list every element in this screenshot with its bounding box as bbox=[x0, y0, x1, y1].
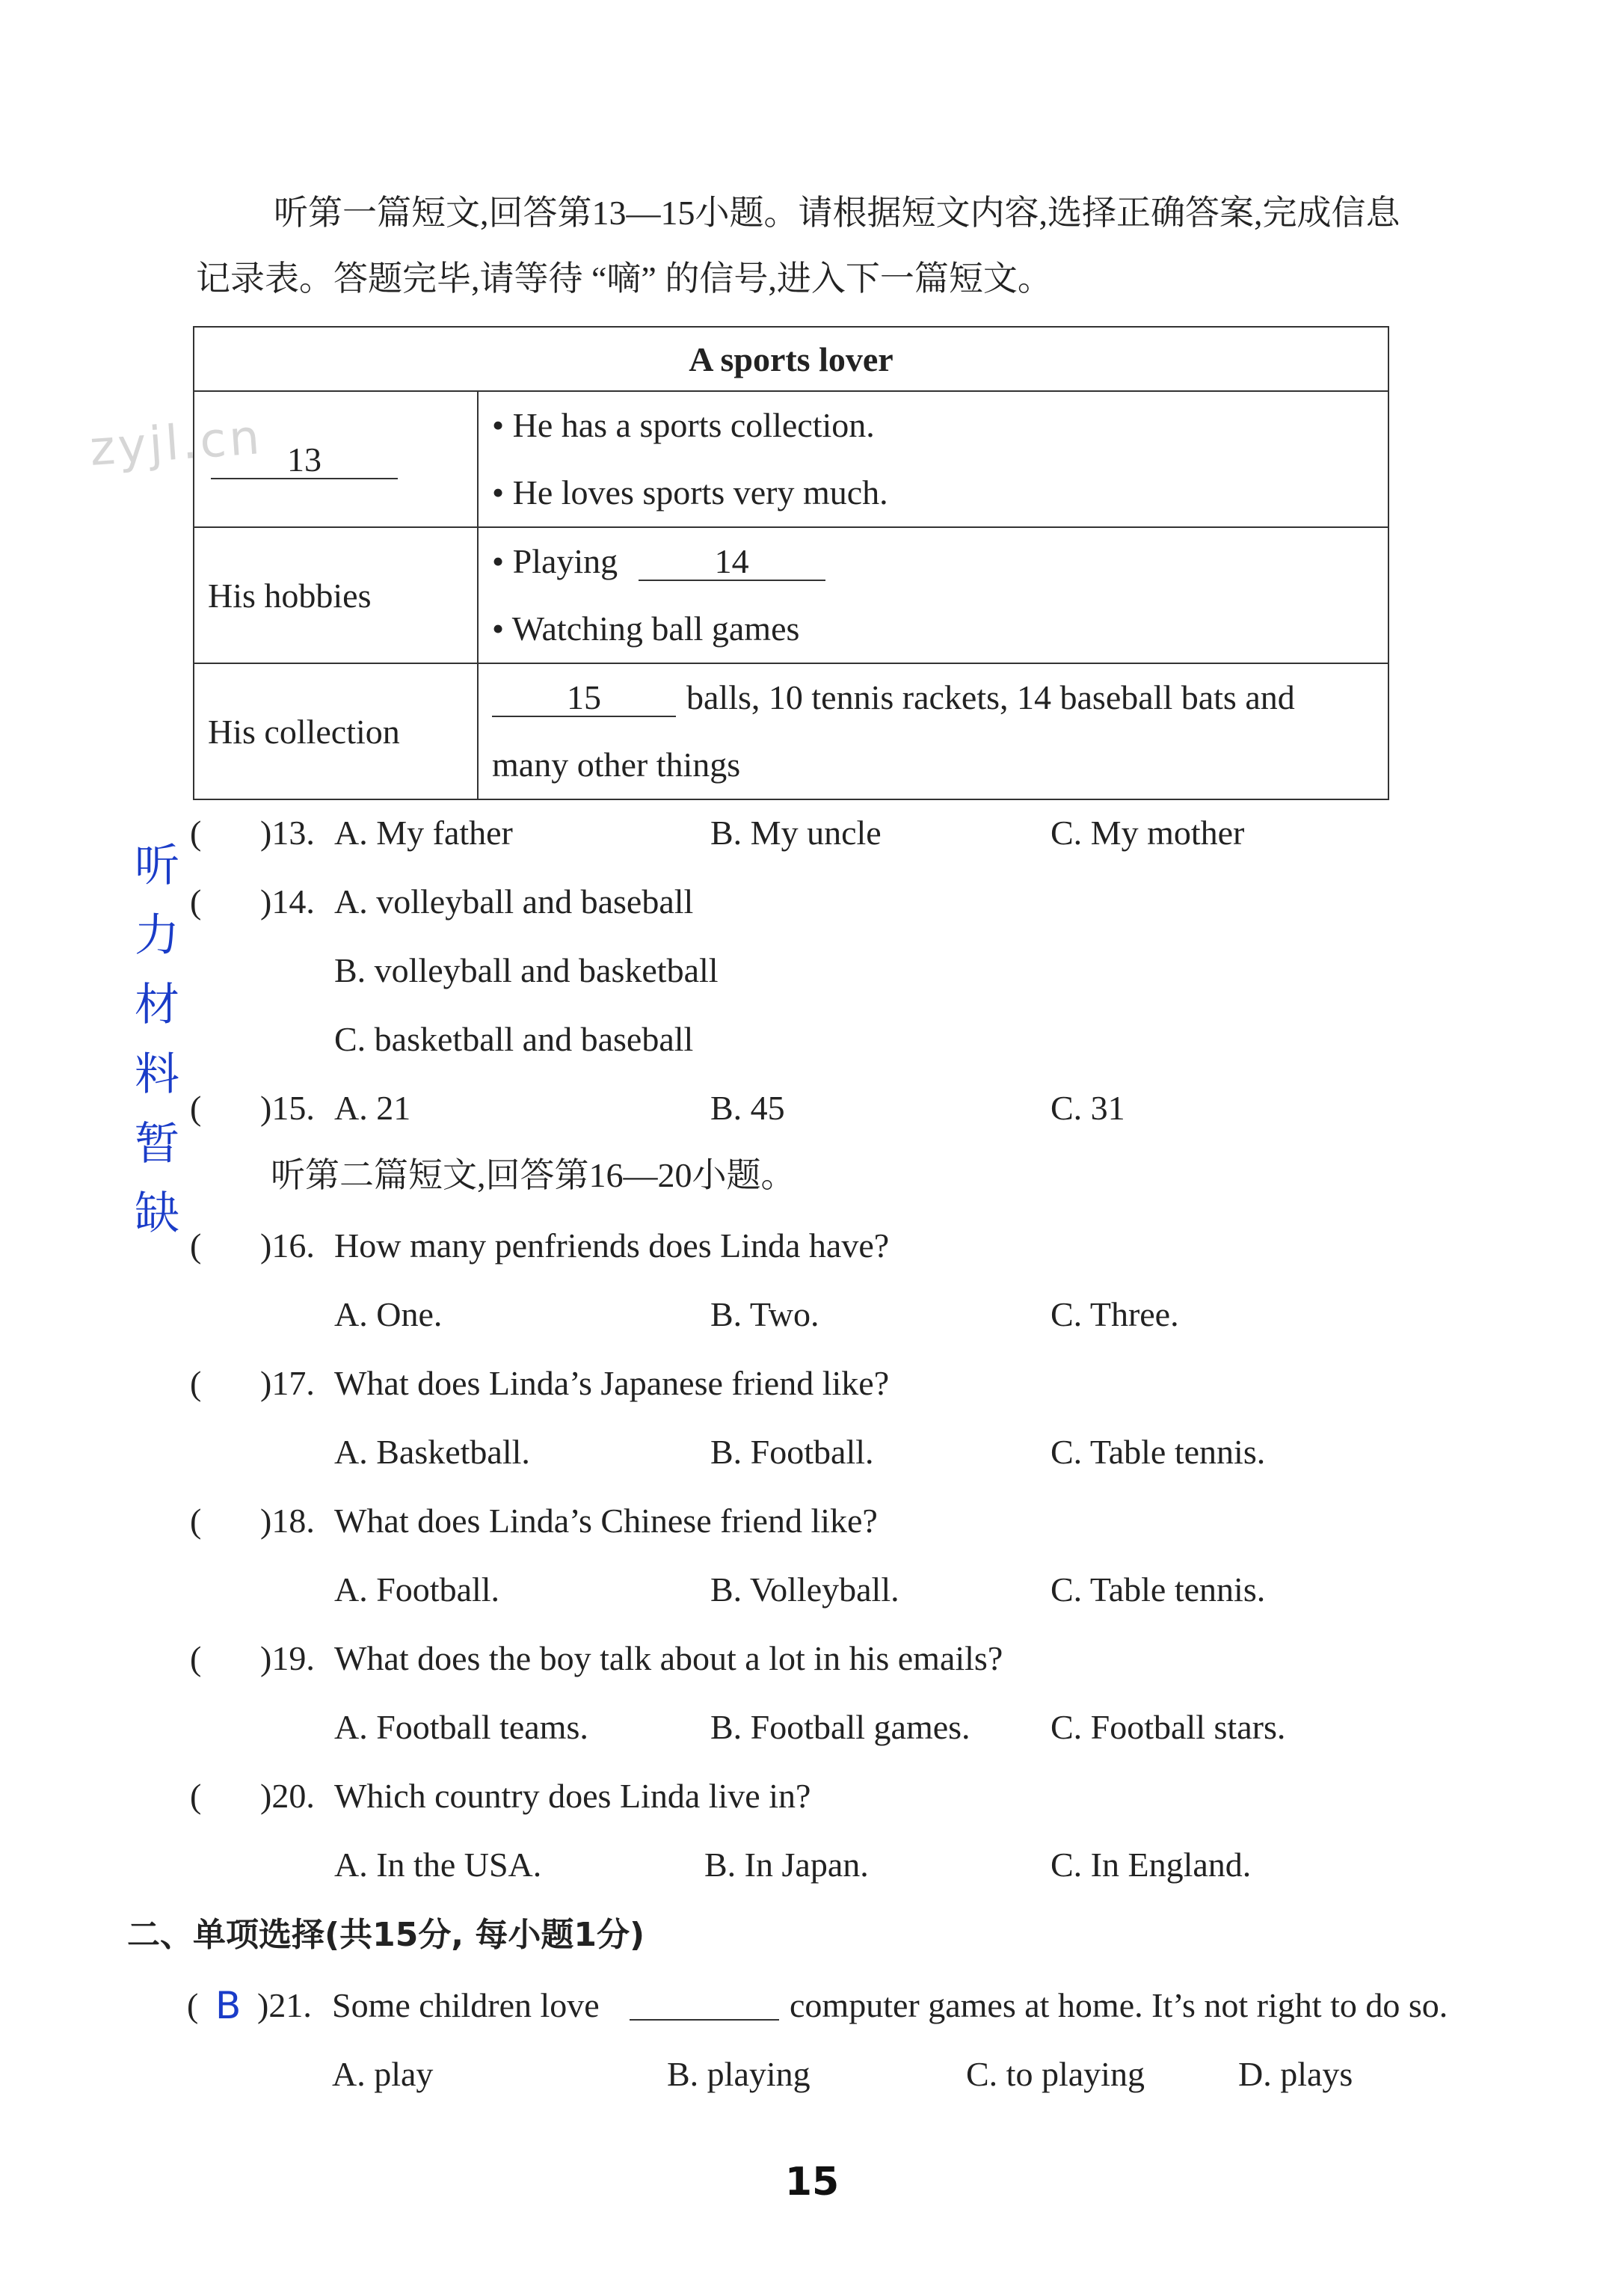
option-c: C. Football stars. bbox=[1051, 1708, 1286, 1746]
table-label-cell bbox=[194, 391, 478, 527]
question-stem: How many penfriends does Linda have? bbox=[334, 1226, 890, 1265]
question-number: )20. bbox=[260, 1777, 315, 1815]
table-label-cell: His hobbies bbox=[194, 527, 478, 663]
table-content-cell bbox=[478, 663, 1388, 799]
option-b: B. Football. bbox=[710, 1433, 874, 1471]
option-a: A. My father bbox=[334, 814, 513, 852]
option-c: C. to playing bbox=[966, 2055, 1145, 2093]
option-a: A. volleyball and baseball bbox=[334, 882, 694, 921]
answer-blank-line bbox=[630, 2019, 779, 2021]
question-stem: What does Linda’s Japanese friend like? bbox=[334, 1364, 890, 1402]
answer-paren[interactable]: ( bbox=[190, 1089, 202, 1127]
question-stem-start: Some children love bbox=[332, 1986, 600, 2024]
answer-paren[interactable]: ( bbox=[190, 814, 202, 852]
option-d: D. plays bbox=[1238, 2055, 1353, 2093]
option-c: C. In England. bbox=[1051, 1846, 1252, 1884]
table-content-cell bbox=[478, 527, 1388, 663]
side-char: 缺 bbox=[135, 1188, 179, 1240]
option-b: B. Football games. bbox=[710, 1708, 971, 1746]
option-b: B. Volleyball. bbox=[710, 1570, 899, 1609]
option-c: C. Table tennis. bbox=[1051, 1433, 1266, 1471]
side-char: 听 bbox=[135, 840, 179, 892]
collection-text: balls, 10 tennis rackets, 14 baseball bats and bbox=[686, 678, 1295, 716]
table-label-cell: His collection bbox=[194, 663, 478, 799]
option-c: C. basketball and baseball bbox=[334, 1020, 694, 1058]
option-c: C. Three. bbox=[1051, 1295, 1179, 1333]
info-table bbox=[193, 326, 1389, 800]
answer-paren[interactable]: ( bbox=[190, 1639, 202, 1677]
watermark: zyjl.cn bbox=[87, 410, 265, 477]
blank-15: 15 bbox=[492, 680, 676, 717]
table-row bbox=[194, 527, 1388, 663]
answer-paren[interactable]: ( bbox=[190, 1364, 202, 1402]
option-a: A. 21 bbox=[334, 1089, 411, 1127]
table-item: • Watching ball games bbox=[492, 609, 800, 648]
option-b: B. playing bbox=[667, 2055, 811, 2093]
answer-paren[interactable]: ( bbox=[190, 1502, 202, 1540]
question-stem: What does Linda’s Chinese friend like? bbox=[334, 1502, 878, 1540]
blank-14: 14 bbox=[639, 544, 825, 581]
question-number: )18. bbox=[260, 1502, 315, 1540]
question-stem-end: computer games at home. It’s not right to do so. bbox=[790, 1986, 1448, 2024]
option-a: A. In the USA. bbox=[334, 1846, 542, 1884]
option-a: A. Football. bbox=[334, 1570, 500, 1609]
question-number: )15. bbox=[260, 1089, 315, 1127]
question-number: )13. bbox=[260, 814, 315, 852]
filled-answer: B bbox=[215, 1984, 242, 2027]
side-char: 力 bbox=[135, 909, 179, 962]
question-number: )17. bbox=[260, 1364, 315, 1402]
option-a: A. One. bbox=[334, 1295, 443, 1333]
side-note bbox=[127, 832, 187, 1249]
intro-line-2: 记录表。答题完毕,请等待 “嘀” 的信号,进入下一篇短文。 bbox=[196, 259, 1052, 298]
option-b: B. 45 bbox=[710, 1089, 785, 1127]
answer-paren[interactable]: ( bbox=[187, 1986, 199, 2024]
side-char: 材 bbox=[135, 979, 179, 1031]
page-number: 15 bbox=[784, 2160, 840, 2205]
answer-paren[interactable]: ( bbox=[190, 882, 202, 921]
intro-line-1: 听第一篇短文,回答第13—15小题。请根据短文内容,选择正确答案,完成信息 bbox=[274, 194, 1400, 232]
section-heading: 二、单项选择(共15分, 每小题1分) bbox=[127, 1916, 645, 1954]
question-number: )21. bbox=[257, 1986, 312, 2024]
option-a: A. Basketball. bbox=[334, 1433, 530, 1471]
option-c: C. 31 bbox=[1051, 1089, 1125, 1127]
table-item: many other things bbox=[492, 746, 741, 784]
question-stem: Which country does Linda live in? bbox=[334, 1777, 811, 1815]
table-item bbox=[492, 664, 1388, 731]
side-char: 暂 bbox=[135, 1118, 179, 1170]
question-number: )16. bbox=[260, 1226, 315, 1265]
option-b: B. In Japan. bbox=[704, 1846, 869, 1884]
option-b: B. Two. bbox=[710, 1295, 819, 1333]
blank-13: 13 bbox=[211, 442, 398, 479]
table-row bbox=[194, 663, 1388, 799]
option-b: B. volleyball and basketball bbox=[334, 951, 719, 989]
option-c: C. Table tennis. bbox=[1051, 1570, 1266, 1609]
question-number: )14. bbox=[260, 882, 315, 921]
option-a: A. Football teams. bbox=[334, 1708, 588, 1746]
table-row bbox=[194, 391, 1388, 527]
option-b: B. My uncle bbox=[710, 814, 882, 852]
part2-intro: 听第二篇短文,回答第16—20小题。 bbox=[271, 1156, 796, 1194]
answer-paren[interactable]: ( bbox=[190, 1777, 202, 1815]
table-title: A sports lover bbox=[194, 327, 1388, 391]
question-stem: What does the boy talk about a lot in his emails? bbox=[334, 1639, 1003, 1677]
question-number: )19. bbox=[260, 1639, 315, 1677]
answer-paren[interactable]: ( bbox=[190, 1226, 202, 1265]
table-item: • He has a sports collection. bbox=[492, 406, 875, 444]
table-item: • He loves sports very much. bbox=[492, 473, 888, 511]
table-item bbox=[492, 528, 1388, 595]
option-c: C. My mother bbox=[1051, 814, 1245, 852]
hobby-prefix: • Playing bbox=[492, 542, 618, 580]
table-content-cell bbox=[478, 391, 1388, 527]
option-a: A. play bbox=[332, 2055, 434, 2093]
side-char: 料 bbox=[135, 1048, 179, 1101]
